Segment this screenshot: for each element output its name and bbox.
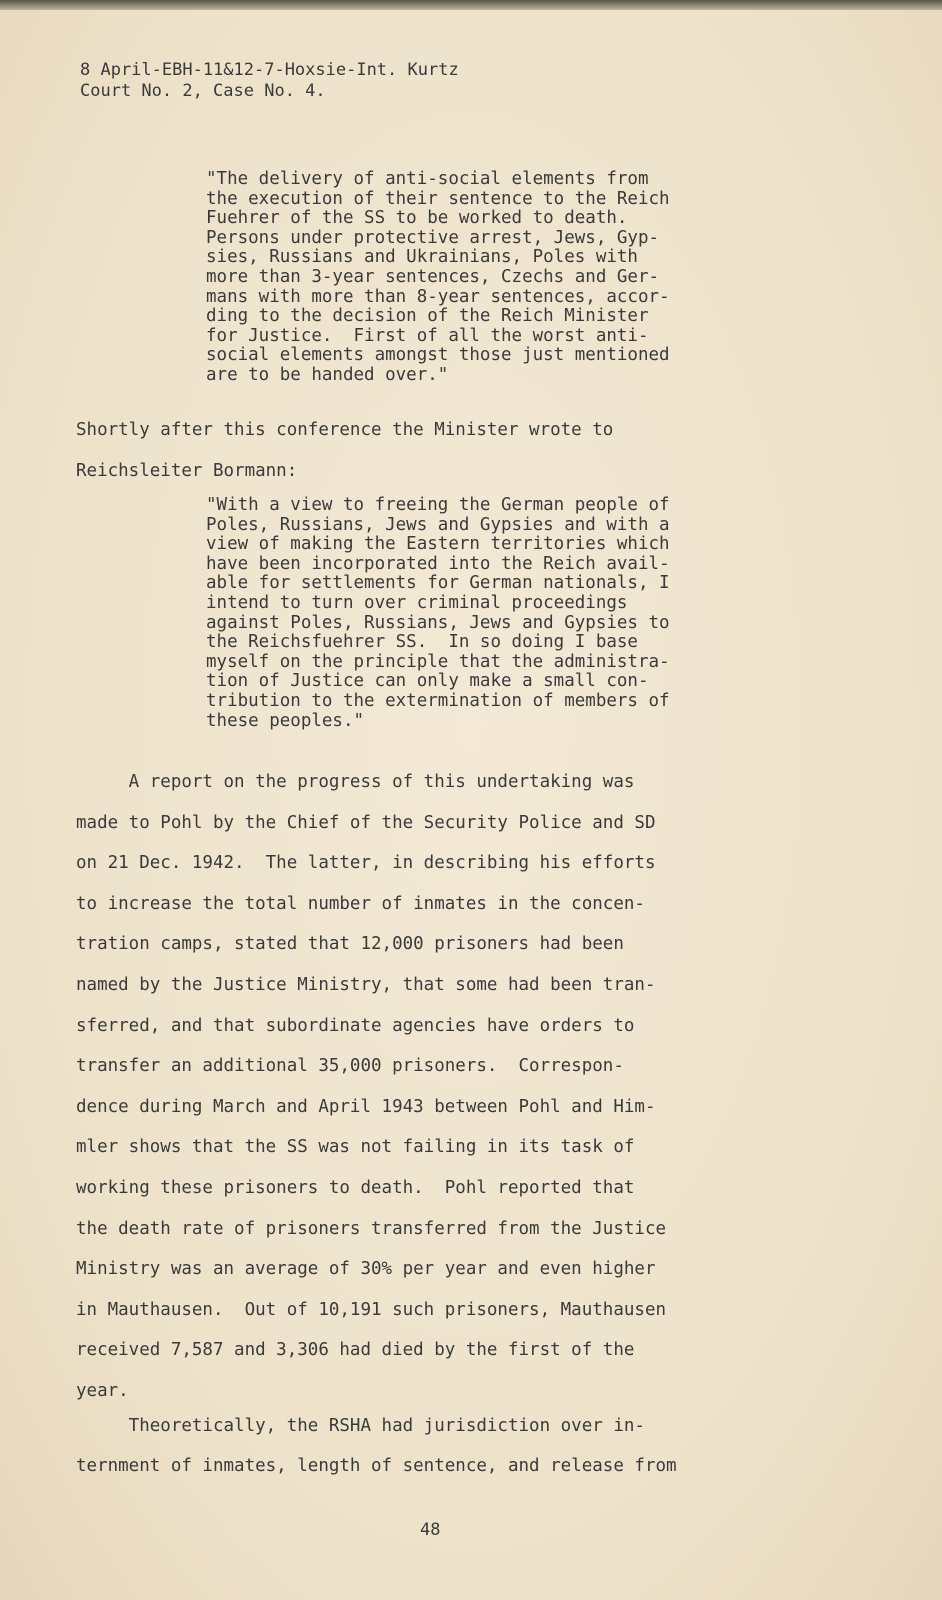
quote-line: tion of Justice can only make a small con- xyxy=(206,671,649,692)
text-line: received 7,587 and 3,306 had died by the first of the xyxy=(76,1340,635,1361)
text-line: made to Pohl by the Chief of the Security Police and SD xyxy=(76,812,656,833)
header-court-line: Court No. 2, Case No. 4. xyxy=(80,81,326,101)
text-line: on 21 Dec. 1942. The latter, in describing his efforts xyxy=(76,853,656,874)
quote-line: intend to turn over criminal proceedings xyxy=(206,592,628,613)
quote-line: the Reichsfuehrer SS. In so doing I base xyxy=(206,632,638,653)
paragraph-1 xyxy=(76,410,613,492)
text-line: Shortly after this conference the Minister wrote to xyxy=(76,420,614,440)
quote-line: Poles, Russians, Jews and Gypsies and with a xyxy=(206,514,670,535)
text-line: working these prisoners to death. Pohl reported that xyxy=(76,1177,635,1198)
text-line: A report on the progress of this undertaking was xyxy=(76,772,635,792)
quote-line: are to be handed over." xyxy=(206,364,449,385)
document-header xyxy=(80,60,459,102)
quote-line: myself on the principle that the administra- xyxy=(206,651,670,672)
quote-line: able for settlements for German nationals, I xyxy=(206,573,670,594)
quote-line: sies, Russians and Ukrainians, Poles with xyxy=(206,247,638,268)
quote-line: mans with more than 8-year sentences, accor- xyxy=(206,286,670,307)
quote-line: have been incorporated into the Reich avail- xyxy=(206,553,670,574)
quote-line: social elements amongst those just mentioned xyxy=(206,345,670,366)
quote-line: for Justice. First of all the worst anti- xyxy=(206,325,649,346)
header-reference-line: 8 April-EBH-11&12-7-Hoxsie-Int. Kurtz xyxy=(80,60,459,80)
quote-line: tribution to the extermination of members of xyxy=(206,690,670,711)
paragraph-2 xyxy=(76,762,666,1412)
text-line: sferred, and that subordinate agencies have orders to xyxy=(76,1015,635,1036)
text-line: mler shows that the SS was not failing in its task of xyxy=(76,1137,635,1158)
text-line: year. xyxy=(76,1380,129,1401)
quote-line: ding to the decision of the Reich Minister xyxy=(206,306,649,327)
text-line: Ministry was an average of 30% per year and even higher xyxy=(76,1259,656,1280)
paragraph-3 xyxy=(76,1406,677,1486)
text-line: Reichsleiter Bormann: xyxy=(76,461,298,481)
text-line: named by the Justice Ministry, that some had been tran- xyxy=(76,974,656,995)
quote-line: view of making the Eastern territories which xyxy=(206,534,670,555)
text-line: in Mauthausen. Out of 10,191 such prisoners, Mauthausen xyxy=(76,1299,667,1320)
quote-line: against Poles, Russians, Jews and Gypsies to xyxy=(206,612,670,633)
quote-block-2 xyxy=(206,496,670,731)
quote-block-1 xyxy=(206,170,670,386)
text-line: Theoretically, the RSHA had jurisdiction over in- xyxy=(76,1416,645,1436)
text-line: the death rate of prisoners transferred from the Justice xyxy=(76,1218,667,1239)
quote-line: these peoples." xyxy=(206,710,365,731)
quote-line: "With a view to freeing the German people of xyxy=(206,495,670,515)
quote-line: Fuehrer of the SS to be worked to death. xyxy=(206,208,628,229)
text-line: dence during March and April 1943 between Pohl and Him- xyxy=(76,1096,656,1117)
text-line: ternment of inmates, length of sentence, and release from xyxy=(76,1456,677,1476)
quote-line: "The delivery of anti-social elements from xyxy=(206,169,649,189)
scan-top-edge xyxy=(0,0,942,10)
quote-line: more than 3-year sentences, Czechs and Ger- xyxy=(206,266,660,287)
text-line: to increase the total number of inmates in the concen- xyxy=(76,893,645,914)
quote-line: the execution of their sentence to the Reich xyxy=(206,188,670,209)
text-line: transfer an additional 35,000 prisoners. Correspon- xyxy=(76,1056,624,1077)
text-line: tration camps, stated that 12,000 prisoners had been xyxy=(76,934,624,955)
page-number: 48 xyxy=(420,1520,441,1540)
quote-line: Persons under protective arrest, Jews, Gyp- xyxy=(206,227,660,248)
